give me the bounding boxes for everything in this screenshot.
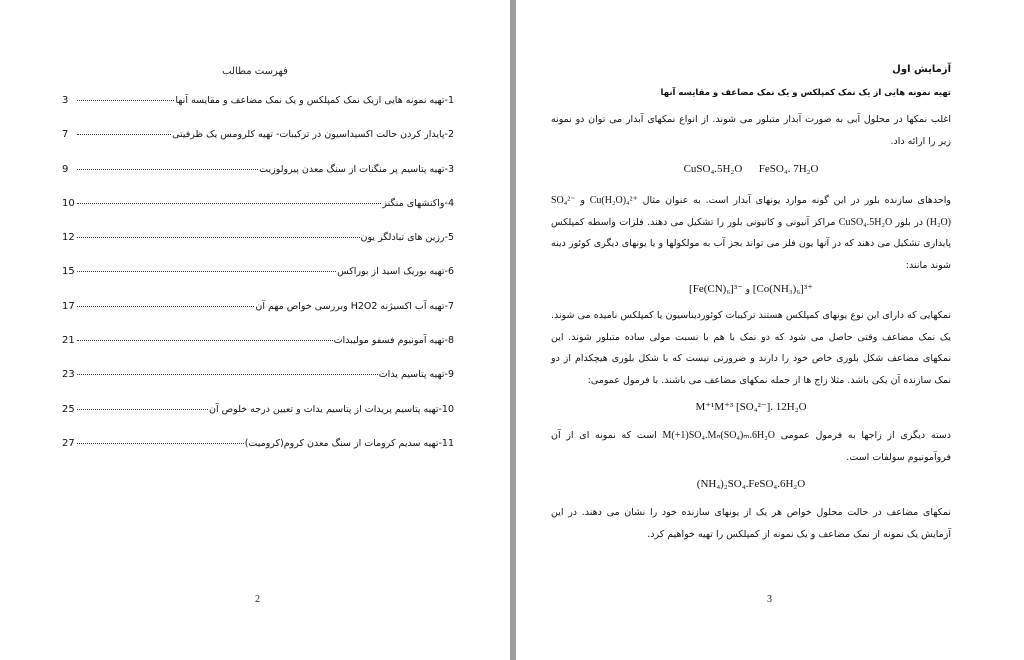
toc-dot-leader (77, 374, 378, 375)
toc-dot-leader (77, 237, 360, 238)
toc-item-text: 8-تهیه آمونیوم فسفو مولیبدات (333, 335, 454, 347)
toc-dot-leader (77, 306, 254, 307)
toc-item-page: 12 (62, 232, 75, 244)
paragraph-intro: اغلب نمکها در محلول آبی به صورت آبدار متبلور می شوند. از انواع نمکهای آبدار می توان دو نمونه زیر را ارائه داد. (551, 114, 951, 147)
toc-item (62, 129, 454, 163)
toc-dot-leader (77, 203, 381, 204)
page-left (0, 0, 510, 660)
page-right (516, 0, 1024, 660)
toc-dot-leader (77, 271, 336, 272)
formula-cuso4: CuSO₄.5H₂O (683, 163, 743, 175)
toc-item-text: 2-پایدار کردن حالت اکسیداسیون در ترکیبات- تهیه کلرومس یک ظرفیتی (172, 129, 454, 141)
toc-dot-leader (77, 443, 244, 444)
formula-sulfate: SO₄²⁻ (551, 195, 576, 206)
toc-item (62, 404, 454, 438)
formula-mohr-salt: (NH₄)₂SO₄.FeSO₄.6H₂O (696, 478, 806, 490)
formula-feso4: FeSO₄. 7H₂O (758, 163, 819, 175)
formula-alum-general: M(+1)SO₄.Mₙ(SO₄)ₘ.6H₂O (662, 430, 775, 441)
toc-item-page: 7 (62, 129, 69, 141)
paragraph-double-salt: نمکهای مضاعف در حالت محلول خواص هر یک از یونهای سازنده خود را نشان می دهند. در این آزمایش یک نمونه از نمک مضاعف و یک نمونه از کمپلکس را تهیه خواهیم کرد. (551, 507, 951, 540)
toc-item (62, 438, 454, 472)
toc-item-page: 21 (62, 335, 75, 347)
toc-item (62, 198, 454, 232)
toc-item-page: 10 (62, 197, 75, 209)
toc-dot-leader (77, 134, 171, 135)
page-number-right: 3 (767, 594, 772, 605)
toc-item (62, 301, 454, 335)
toc-item (62, 266, 454, 300)
formula-fe-cn: [Fe(CN)₆]³⁻ (689, 283, 743, 295)
toc-item-page: 25 (62, 403, 75, 415)
paragraph-coordination: نمکهایی که دارای این نوع یونهای کمپلکس هستند ترکیبات کوئوردیناسیون یا کمپلکس نامیده می شوند. یک نمک مضاعف وقتی حاصل می شود که دو نمک با هم با نسبت مولی ساده متبلور شوند. این نمکهای مضاعف شکل بلوری خاص خود را دارند و ضرورتی نیست که با شکل بلوری هیچکدام از دو نمک سازنده آن یکی باشد. مثلا زاج ها از جمله نمکهای مضاعف می باشند. با فرمول عمومی: (551, 310, 951, 386)
formula-water: (H₂O) (926, 216, 951, 228)
experiment-heading: آزمایش اول (892, 64, 951, 75)
paragraph-alums: دسته دیگری از زاجها به فرمول عمومی M(+1)SO₄.Mₙ(SO₄)ₘ.6H₂O است که نمونه ای از آن فروآمونیوم سولفات است. (551, 430, 951, 463)
toc-dot-leader (77, 340, 333, 341)
formula-cu-aqua: Cu(H₂O)₄²⁺ (589, 195, 638, 206)
experiment-subheading: تهیه نمونه هایی از یک نمک کمپلکس و یک نمک مضاعف و مقایسه آنها (660, 88, 951, 98)
toc-item-text: 4-واکنشهای منگنز (382, 197, 454, 209)
toc-item-page: 17 (62, 300, 75, 312)
formula-alum: M⁺¹M⁺³ [SO₄²⁻]. 12H₂O (695, 401, 807, 413)
toc-dot-leader (77, 409, 208, 410)
paragraph-crystal-units: واحدهای سازنده بلور در این گونه موارد یونهای آبدار است. به عنوان مثال Cu(H₂O)₄²⁺ و SO₄²⁻ (H₂O) در بلور CuSO₄.5H₂O مراکز آنیونی و کاتیونی بلور را تشکیل می دهند. فلزات واسطه کمپلکس پایداری تشکیل می دهند که در آنها یون فلز می تواند بجز آب به مولکولها و یا یونهای دیگری کوئور دینه شوند مانند: (551, 195, 951, 271)
toc-item (62, 95, 454, 129)
toc-item (62, 232, 454, 266)
toc-item-text: 9-تهیه پتاسیم یدات (378, 369, 454, 381)
toc-item-page: 15 (62, 266, 75, 278)
toc-item-text: 10-تهیه پتاسیم پریدات از پتاسیم یدات و تعیین درجه خلوص آن (209, 403, 454, 415)
toc-dot-leader (77, 169, 258, 170)
formula-co-nh3: [Co(NH₃)₆]³⁺ (752, 283, 813, 295)
toc-item-text: 5-رزین های تبادلگر یون (360, 232, 454, 244)
toc-item-text: 11-تهیه سدیم کرومات از سنگ معدن کروم(کرومیت) (244, 437, 454, 449)
formula-hydrated-salts (551, 163, 951, 175)
toc-item-text: 1-تهیه نمونه هایی ازیک نمک کمپلکس و یک نمک مضاعف و مقایسه آنها (175, 95, 454, 106)
formula-complex-ions: [Fe(CN)₆]³⁻ و [Co(NH₃)₆]³⁺ (689, 283, 813, 295)
toc-item (62, 164, 454, 198)
toc-item-text: 7-تهیه آب اکسیژنه H2O2 وبررسی خواص مهم آن (255, 300, 454, 312)
toc-item-page: 27 (62, 437, 75, 449)
page-number-left: 2 (255, 594, 260, 605)
toc-item-page: 23 (62, 369, 75, 381)
toc-item-page: 3 (62, 95, 69, 106)
toc-dot-leader (77, 100, 174, 101)
formula-cuso4-inline: CuSO₄.5H₂O (838, 216, 893, 228)
toc-item (62, 335, 454, 369)
toc-item-text: 3-تهیه پتاسیم پر منگنات از سنگ معدن پیرولوزیت (259, 163, 454, 175)
toc-item (62, 369, 454, 403)
table-of-contents (62, 95, 454, 472)
toc-title: فهرست مطالب (222, 66, 288, 77)
toc-item-page: 9 (62, 163, 69, 175)
toc-item-text: 6-تهیه بوریک اسید از بوراکس (337, 266, 454, 278)
